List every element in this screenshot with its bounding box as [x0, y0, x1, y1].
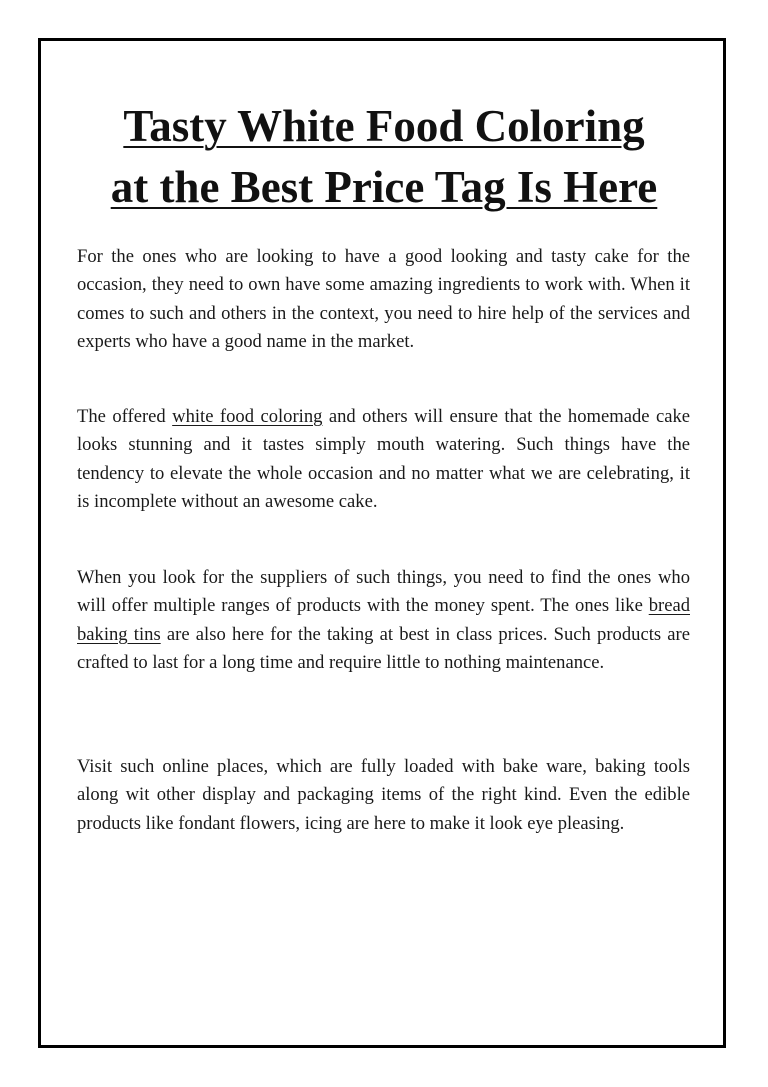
title-line-2: at the Best Price Tag Is Here	[110, 162, 658, 212]
paragraph-1: For the ones who are looking to have a good looking and tasty cake for the occasion, they need to own have some amazing ingredients to work with. When it comes to such and others in the context, you need to hire help of the services and experts who have a good name in the market.	[77, 246, 690, 353]
paragraph-2-text-before: The offered	[77, 406, 173, 427]
paragraph-2	[77, 403, 690, 517]
paragraph-3-text-after: are also here for the taking at best in class prices. Such products are crafted to last for a long time and require little to nothing maintenance.	[77, 623, 690, 674]
paragraph-3	[77, 564, 690, 678]
paragraph-4: Visit such online places, which are fully loaded with bake ware, baking tools along wit other display and packaging items of the right kind. Even the edible products like fondant flowers, icing are here to make it look eye pleasing.	[77, 756, 690, 834]
paragraph-2-text-after: and others will ensure that the homemade cake looks stunning and it tastes simply mouth watering. Such things have the tendency to elevate the whole occasion and no matter what we are celebrating, it is incomplete without an awesome cake.	[77, 406, 691, 513]
paragraph-3-text-before: When you look for the suppliers of such things, you need to find the ones who will offer multiple ranges of products with the money spent. The ones like	[77, 567, 690, 617]
title-line-1: Tasty White Food Coloring	[123, 101, 645, 151]
document-title	[60, 96, 708, 218]
bread-baking-tins-link[interactable]: bread baking tins	[77, 595, 690, 645]
white-food-coloring-link[interactable]: white food coloring	[172, 406, 323, 427]
